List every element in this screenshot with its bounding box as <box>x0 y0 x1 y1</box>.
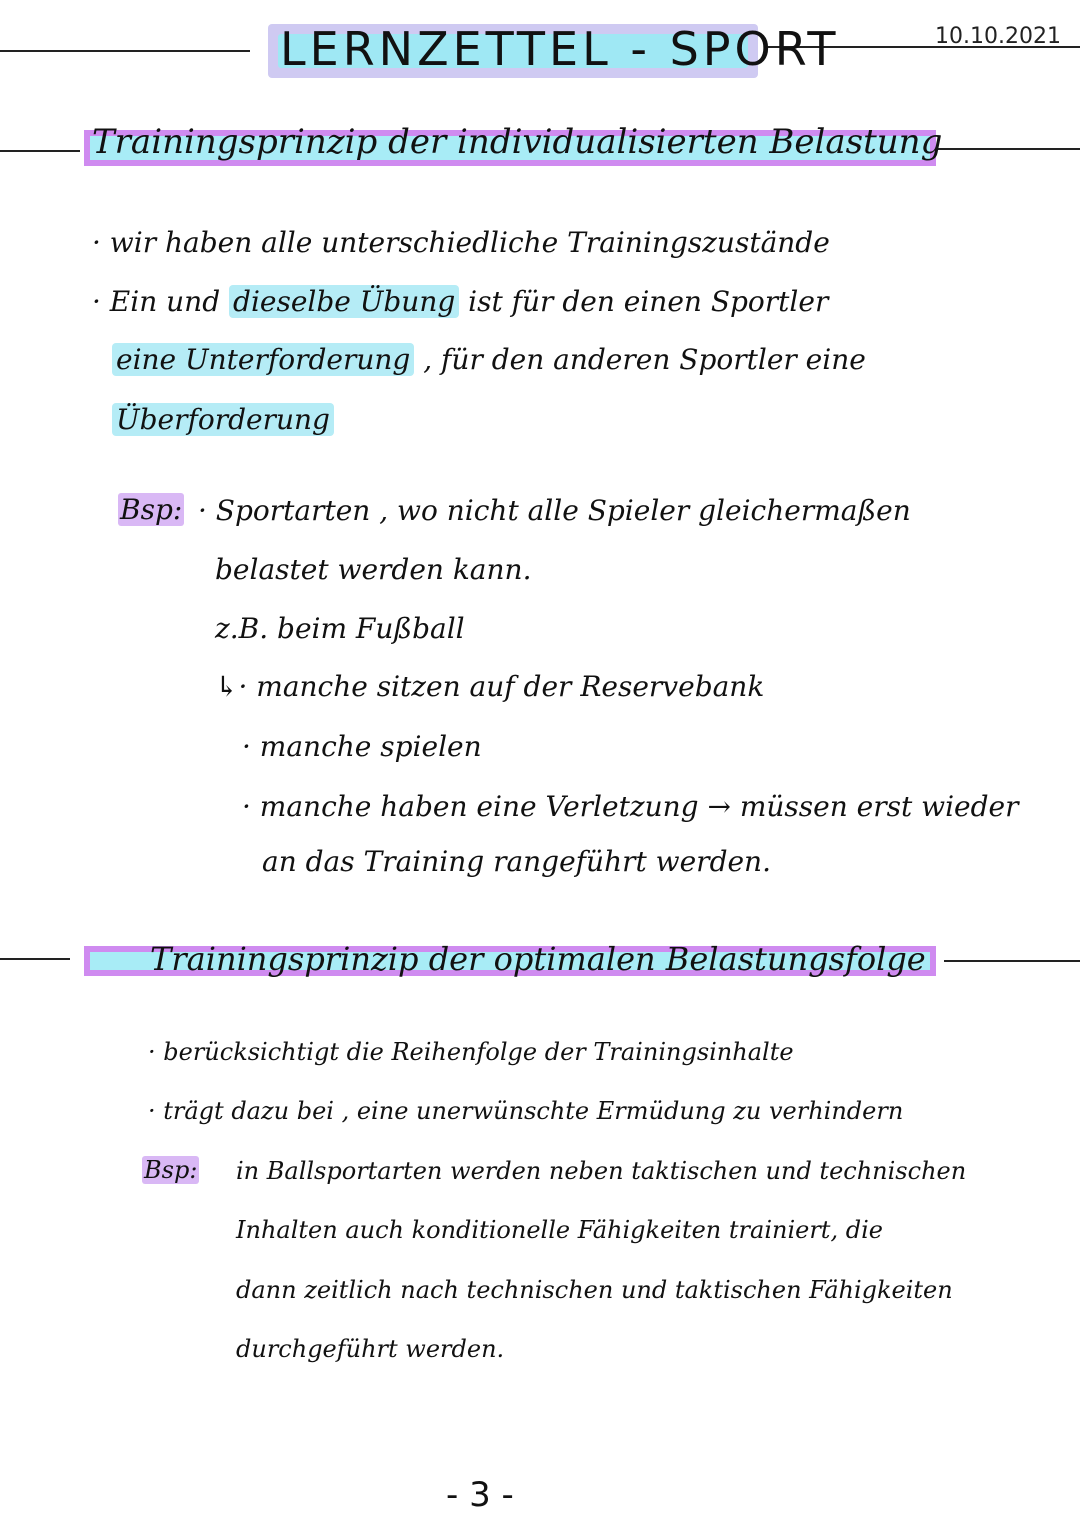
s1-bullet-2-post: ist für den einen Sportler <box>459 285 829 318</box>
section1-heading: Trainingsprinzip der individualisierten Belastung <box>92 122 943 162</box>
s1-example-7: an das Training rangeführt werden. <box>262 845 771 878</box>
s1-example-3: z.B. beim Fußball <box>215 612 465 645</box>
header-rule-left <box>0 50 250 52</box>
s1-example-6: · manche haben eine Verletzung → müssen erst wieder <box>242 790 1019 823</box>
s2-bullet-2: · trägt dazu bei , eine unerwünschte Ermüdung zu verhindern <box>148 1097 904 1125</box>
section2-heading: Trainingsprinzip der optimalen Belastungsfolge <box>150 940 926 978</box>
s1-bullet-2-highlight: dieselbe Übung <box>229 285 459 318</box>
s2-bullet-1: · berücksichtigt die Reihenfolge der Trainingsinhalte <box>148 1038 794 1066</box>
s1-line-3 <box>112 343 866 376</box>
page-number: - 3 - <box>446 1475 514 1515</box>
s1-bullet-1: · wir haben alle unterschiedliche Trainingszustände <box>92 226 830 259</box>
date: 10.10.2021 <box>935 24 1061 49</box>
s1-example-label-text: Bsp: <box>120 493 183 526</box>
s1-line-4-highlight: Überforderung <box>112 403 334 436</box>
s1-example-2: belastet werden kann. <box>215 553 532 586</box>
s1-bullet-2 <box>92 285 828 318</box>
s2-example-2: Inhalten auch konditionelle Fähigkeiten trainiert, die <box>236 1216 883 1244</box>
section1-rule-left <box>0 150 80 152</box>
section2-rule-left <box>0 958 70 960</box>
s2-example-3: dann zeitlich nach technischen und taktischen Fähigkeiten <box>236 1276 953 1304</box>
s1-line-3-highlight: eine Unterforderung <box>112 343 414 376</box>
s2-example-label-text: Bsp: <box>144 1156 198 1184</box>
s1-example-4: ↳· manche sitzen auf der Reservebank <box>215 670 765 703</box>
s1-line-3-post: , für den anderen Sportler eine <box>414 343 866 376</box>
s1-example-5: · manche spielen <box>242 730 482 763</box>
s1-bullet-2-pre: · Ein und <box>92 285 230 318</box>
s1-example-label <box>118 493 184 526</box>
s1-line-4 <box>112 403 334 436</box>
s2-example-4: durchgeführt werden. <box>236 1335 505 1363</box>
page-title: LERNZETTEL - SPORT <box>280 22 840 76</box>
s2-example-1: in Ballsportarten werden neben taktischen und technischen <box>236 1157 967 1185</box>
section2-rule-right <box>944 960 1080 962</box>
s1-example-1: · Sportarten , wo nicht alle Spieler gleichermaßen <box>198 494 911 527</box>
s2-example-label <box>142 1156 199 1184</box>
section1-rule-right <box>936 148 1080 150</box>
